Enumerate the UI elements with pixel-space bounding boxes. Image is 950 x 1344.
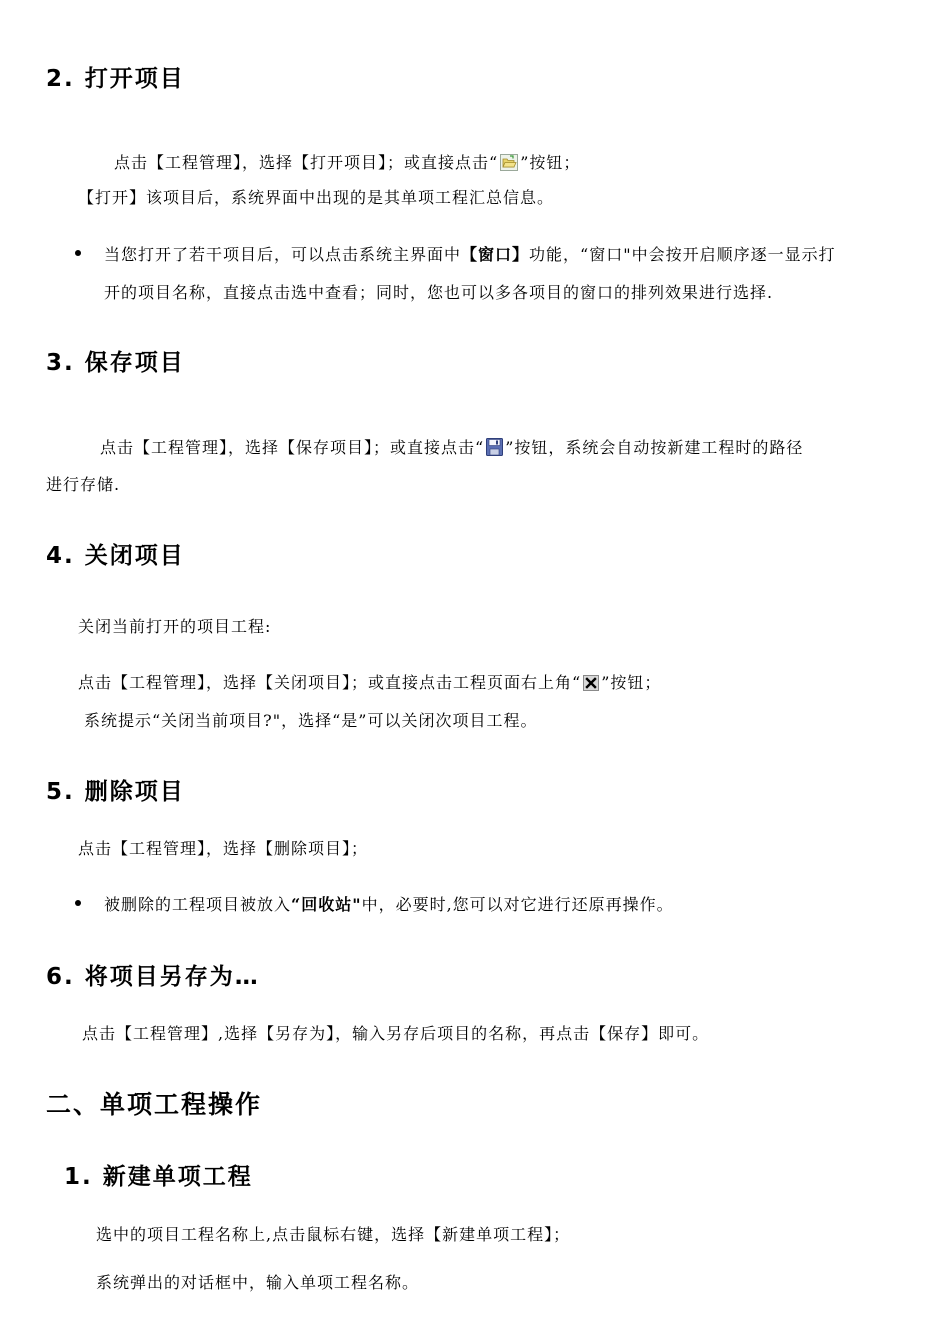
bullet-window-line-1 [104,242,836,265]
section-heading-save-project: 3. 保存项目 [46,350,185,376]
bullet-marker [75,900,81,906]
paragraph-close-confirm: 系统提示“关闭当前项目?"，选择“是”可以关闭次项目工程。 [84,711,538,730]
paragraph-text: 点击【工程管理】，选择【保存项目】；或直接点击“ [100,438,485,457]
section-heading-save-as: 6. 将项目另存为… [46,964,260,990]
bullet-window-line-2: 开的项目名称，直接点击选中查看；同时，您也可以多各项目的窗口的排列效果进行选择. [104,283,774,302]
close-x-icon [583,675,599,691]
floppy-disk-icon [486,438,503,456]
bullet-marker [75,250,81,256]
paragraph-text: ”按钮； [520,153,581,172]
open-folder-icon [500,154,518,171]
bullet-text: 当您打开了若干项目后，可以点击系统主界面中 [104,245,462,264]
section-heading-delete-project: 5. 删除项目 [46,779,185,805]
section-heading-close-project: 4. 关闭项目 [46,543,185,569]
bullet-text: 被删除的工程项目被放入 [104,895,292,914]
paragraph-new-single-dialog: 系统弹出的对话框中，输入单项工程名称。 [96,1273,420,1292]
paragraph-save-project-steps [100,435,803,458]
section-heading-new-single-project: 1. 新建单项工程 [64,1164,253,1190]
bullet-bold-text: 【窗口】 [461,245,530,264]
bullet-text: 中，必要时,您可以对它进行还原再操作。 [361,895,674,914]
bullet-recycle-bin [104,892,674,915]
paragraph-text: ”按钮，系统会自动按新建工程时的路径 [505,438,804,457]
paragraph-text: ”按钮； [601,673,662,692]
paragraph-text: 点击【工程管理】，选择【关闭项目】；或直接点击工程页面右上角“ [78,673,582,692]
paragraph-text: 点击【工程管理】，选择【打开项目】；或直接点击“ [114,153,499,172]
bullet-bold-text: “回收站" [291,895,362,914]
paragraph-close-steps [78,670,661,693]
paragraph-open-result: 【打开】该项目后，系统界面中出现的是其单项工程汇总信息。 [78,188,555,207]
part-heading-single-project-ops: 二、单项工程操作 [46,1090,263,1119]
paragraph-close-intro: 关闭当前打开的项目工程: [78,617,272,636]
paragraph-open-project-steps [114,150,580,173]
paragraph-delete-steps: 点击【工程管理】，选择【删除项目】； [78,839,369,858]
paragraph-save-as-steps: 点击【工程管理】,选择【另存为】，输入另存后项目的名称，再点击【保存】即可。 [82,1024,710,1043]
section-heading-open-project: 2. 打开项目 [46,66,185,92]
bullet-text: 功能，“窗口"中会按开启顺序逐一显示打 [529,245,836,264]
paragraph-save-project-cont: 进行存储. [46,475,121,494]
paragraph-new-single-steps: 选中的项目工程名称上,点击鼠标右键，选择【新建单项工程】； [96,1225,571,1244]
